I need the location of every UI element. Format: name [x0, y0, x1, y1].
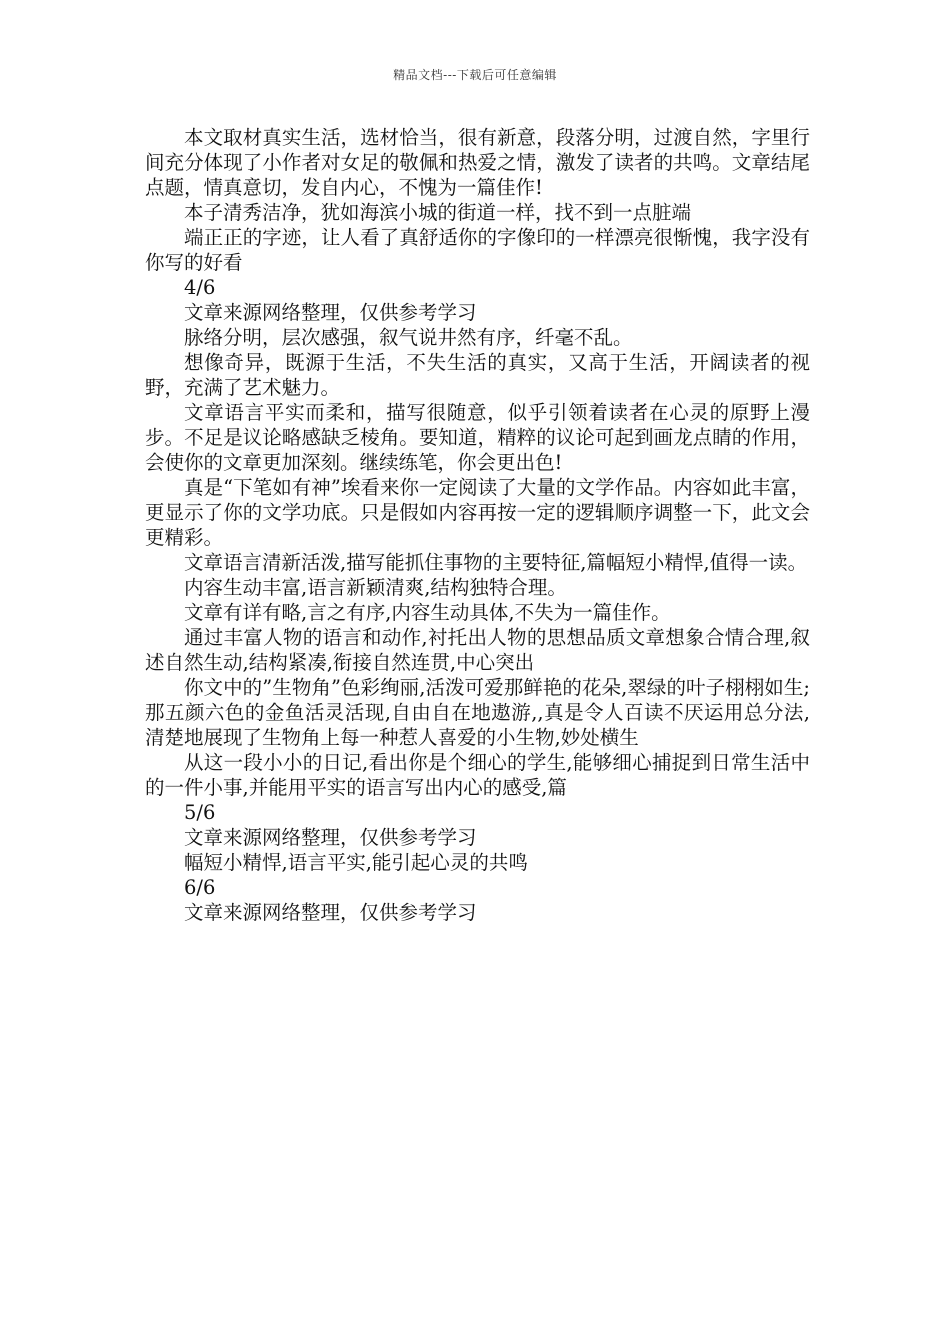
paragraph-comment: 文章语言清新活泼,描写能抓住事物的主要特征,篇幅短小精悍,值得一读。	[184, 551, 808, 574]
page-number: 4/6	[184, 276, 216, 299]
page-number: 6/6	[184, 876, 216, 899]
paragraph-comment: 本子清秀洁净，犹如海滨小城的街道一样，找不到一点脏端	[184, 201, 692, 224]
paragraph-comment: 幅短小精悍,语言平实,能引起心灵的共鸣	[184, 851, 528, 874]
paragraph-comment: 从这一段小小的日记,看出你是个细心的学生,能够细心捕捉到日常生活中的一件小事,并能用平实的语言写出内心的感受,篇	[145, 751, 810, 799]
paragraph-comment: 你文中的”生物角”色彩绚丽,活泼可爱那鲜艳的花朵,翠绿的叶子栩栩如生;那五颜六色的金鱼活灵活现,自由自在地遨游,,真是令人百读不厌运用总分法,清楚地展现了生物角上每一种惹人喜爱的小生物,妙处横生	[145, 676, 810, 749]
paragraph-comment: 内容生动丰富,语言新颖清爽,结构独特合理。	[184, 576, 567, 599]
paragraph-comment: 脉络分明，层次感强，叙气说井然有序，纤毫不乱。	[184, 326, 633, 349]
page-number: 5/6	[184, 801, 216, 824]
document-body	[145, 125, 810, 925]
paragraph-comment: 文章语言平实而柔和，描写很随意，似乎引领着读者在心灵的原野上漫步。不足是议论略感缺乏棱角。要知道，精粹的议论可起到画龙点睛的作用，会使你的文章更加深刻。继续练笔，你会更出色!	[145, 401, 810, 474]
paragraph-comment: 真是“下笔如有神”埃看来你一定阅读了大量的文学作品。内容如此丰富，更显示了你的文学功底。只是假如内容再按一定的逻辑顺序调整一下，此文会更精彩。	[145, 476, 810, 549]
paragraph-comment: 端正正的字迹，让人看了真舒适你的字像印的一样漂亮很惭愧，我字没有你写的好看	[145, 226, 810, 274]
source-note: 文章来源网络整理，仅供参考学习	[184, 301, 477, 324]
paragraph-comment: 本文取材真实生活，选材恰当，很有新意，段落分明，过渡自然，字里行间充分体现了小作者对女足的敬佩和热爱之情，激发了读者的共鸣。文章结尾点题，情真意切，发自内心，不愧为一篇佳作!	[145, 126, 810, 199]
paragraph-comment: 通过丰富人物的语言和动作,衬托出人物的思想品质文章想象合情合理,叙述自然生动,结构紧凑,衔接自然连贯,中心突出	[145, 626, 810, 674]
source-note: 文章来源网络整理，仅供参考学习	[184, 826, 477, 849]
paragraph-comment: 文章有详有略,言之有序,内容生动具体,不失为一篇佳作。	[184, 601, 671, 624]
source-note: 文章来源网络整理，仅供参考学习	[184, 901, 477, 924]
page-header: 精品文档---下载后可任意编辑	[393, 68, 557, 82]
paragraph-comment: 想像奇异，既源于生活，不失生活的真实，又高于生活，开阔读者的视野，充满了艺术魅力。	[145, 351, 810, 399]
